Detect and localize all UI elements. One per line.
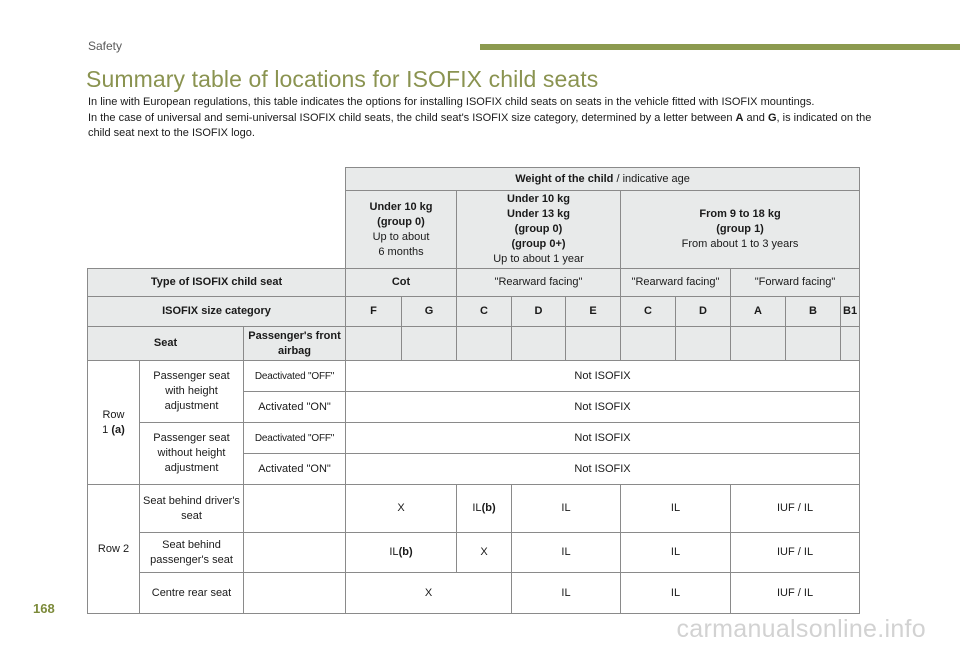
row-1-label [88,361,140,485]
intro-text [88,95,888,142]
table-row [88,361,860,392]
group-0plus-line-3: (group 0) [514,223,563,235]
seat-behind-passenger: Seat behind passenger's seat [140,533,244,573]
row-2-label: Row 2 [88,485,140,614]
size-c-2: C [621,297,676,327]
cell-iuf-il: IUF / IL [731,485,860,533]
type-forward: "Forward facing" [731,269,860,297]
row-1-ref: (a) [111,423,125,436]
cell-il: IL [621,533,731,573]
cell-il: IL [512,573,621,614]
seat-without-height-adjustment: Passenger seat without height adjustment [140,423,244,485]
cell-il: IL [512,485,621,533]
group-0plus-line-2: Under 13 kg [507,208,570,220]
il-text: IL [389,546,399,558]
size-b1: B1 [841,297,860,327]
group-0-line-2: (group 0) [377,215,425,228]
il-text: IL [472,502,482,514]
row-1-number: 1 [102,423,112,436]
cell-iuf-il: IUF / IL [731,533,860,573]
group-0-line-1: Under 10 kg [369,200,433,213]
intro-text-a: In the case of universal and semi-universal ISOFIX child seats, the child seat's ISOFIX size category, determined by a letter between [88,111,736,124]
seat-header-row [88,327,860,361]
table-row [88,533,860,573]
cell-il: IL [621,573,731,614]
type-row [88,269,860,297]
weight-header-row [88,168,860,191]
letter-g: G [767,111,777,124]
isofix-table [87,167,860,614]
airbag-activated: Activated "ON" [244,454,346,485]
weight-header-rest: / indicative age [613,172,690,185]
letter-a: A [735,111,744,124]
section-bar [480,44,960,50]
size-a: A [731,297,786,327]
not-isofix-cell: Not ISOFIX [346,423,860,454]
group-1-line-3: From about 1 to 3 years [681,238,799,250]
il-ref: (b) [481,502,496,514]
weight-header-bold: Weight of the child [515,172,614,185]
table-row [88,423,860,454]
group-1-line-1: From 9 to 18 kg [699,208,781,220]
group-1-cell [621,191,860,269]
cell-il: IL [512,533,621,573]
row-1-label-line-1: Row [102,408,125,421]
size-label: ISOFIX size category [88,297,346,327]
weight-header [346,168,860,191]
size-d-2: D [676,297,731,327]
group-0-line-3: Up to about [372,230,430,243]
type-rearward-2: "Rearward facing" [621,269,731,297]
intro-and: and [743,111,768,124]
page-title: Summary table of locations for ISOFIX child seats [86,66,599,92]
airbag-label: Passenger's front airbag [244,327,346,361]
seat-with-height-adjustment: Passenger seat with height adjustment [140,361,244,423]
not-isofix-cell: Not ISOFIX [346,454,860,485]
centre-rear-seat: Centre rear seat [140,573,244,614]
cell-il-b [346,533,457,573]
group-0plus-cell [457,191,621,269]
airbag-deactivated: Deactivated "OFF" [244,423,346,454]
row-1-label-line-2 [90,423,137,438]
group-1-line-2: (group 1) [716,223,764,235]
size-f: F [346,297,402,327]
airbag-activated: Activated "ON" [244,392,346,423]
group-0-line-4: 6 months [378,245,424,258]
size-g: G [402,297,457,327]
cell-x: X [457,533,512,573]
table-row [88,485,860,533]
group-0plus-line-4: (group 0+) [511,238,566,250]
seat-behind-driver: Seat behind driver's seat [140,485,244,533]
section-label: Safety [88,39,123,53]
type-rearward-1: "Rearward facing" [457,269,621,297]
group-row [88,191,860,269]
cell-x: X [346,485,457,533]
airbag-deactivated: Deactivated "OFF" [244,361,346,392]
intro-paragraph-1: In line with European regulations, this table indicates the options for installing ISOFIX child seats on seats in the vehicle fitted with ISOFIX mountings. [88,96,815,108]
size-d: D [512,297,566,327]
size-row [88,297,860,327]
cell-iuf-il: IUF / IL [731,573,860,614]
cell-x: X [346,573,512,614]
page-number: 168 [33,601,55,616]
group-0-cell [346,191,457,269]
not-isofix-cell: Not ISOFIX [346,361,860,392]
type-cot: Cot [346,269,457,297]
group-0plus-line-5: Up to about 1 year [493,253,584,265]
cell-il: IL [621,485,731,533]
size-e: E [566,297,621,327]
size-b: B [786,297,841,327]
not-isofix-cell: Not ISOFIX [346,392,860,423]
intro-text-b: , is indicated on the child seat next to the ISOFIX logo. [88,111,872,139]
size-c: C [457,297,512,327]
table-row [88,573,860,614]
type-label: Type of ISOFIX child seat [88,269,346,297]
il-ref: (b) [398,546,413,558]
watermark: carmanualsonline.info [676,615,926,643]
intro-paragraph-2 [88,111,888,142]
group-0plus-line-1: Under 10 kg [507,193,570,205]
cell-il-b [457,485,512,533]
seat-label: Seat [88,327,244,361]
